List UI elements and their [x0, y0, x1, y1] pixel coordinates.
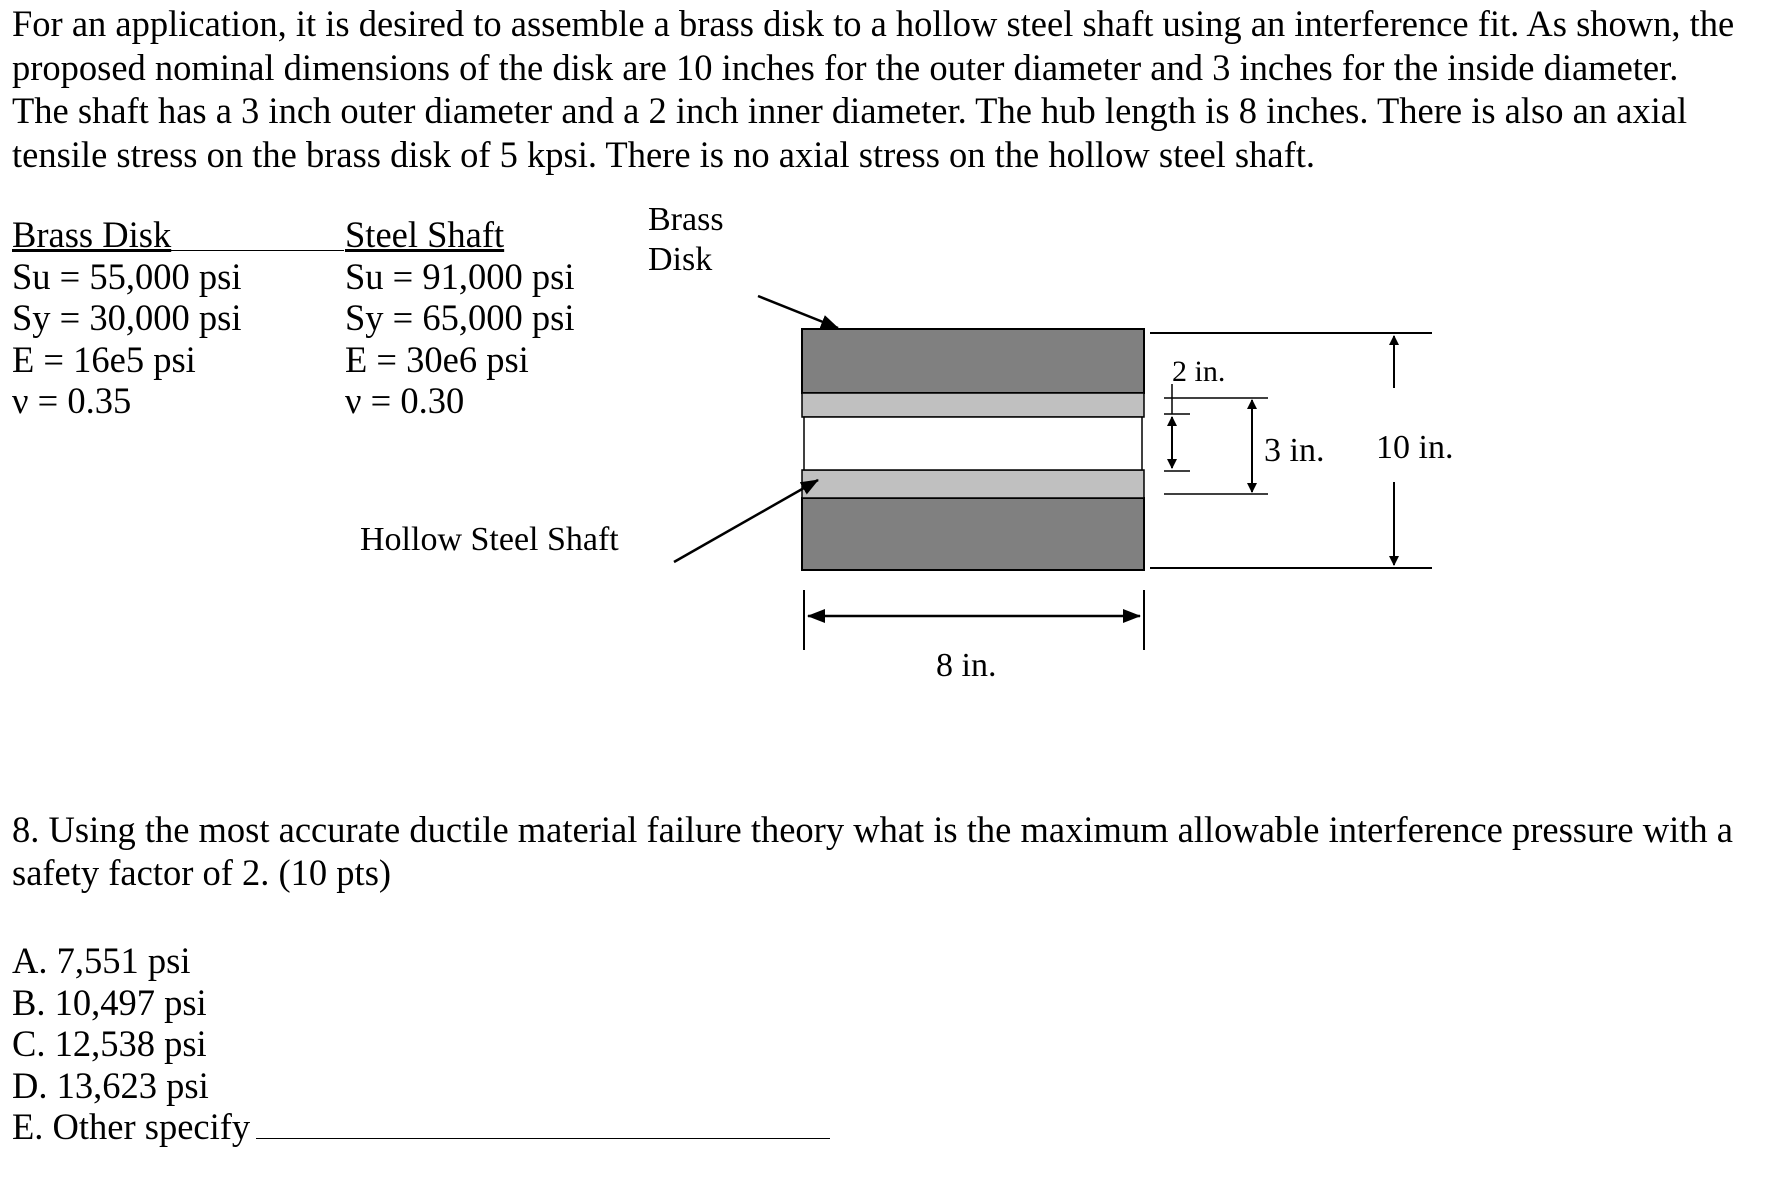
choice-e-label: E. Other specify [12, 1106, 251, 1147]
problem-line: proposed nominal dimensions of the disk are 10 inches for the outer diameter and 3 inches for the inside diameter. [12, 46, 1679, 88]
brass-leader-arrow [758, 296, 838, 328]
answer-choices [12, 940, 830, 1148]
brass-disk-lower [802, 498, 1144, 570]
dim-8in-label: 8 in. [936, 647, 997, 684]
brass-e: E = 16e5 psi [12, 338, 196, 380]
steel-e: E = 30e6 psi [345, 338, 529, 380]
brass-sy: Sy = 30,000 psi [12, 297, 242, 338]
brass-heading: Brass Disk [12, 214, 172, 255]
dim-2in-label: 2 in. [1172, 355, 1226, 388]
hollow-steel-shaft-label: Hollow Steel Shaft [360, 521, 619, 558]
shaft-leader-arrow [674, 480, 818, 562]
shaft-bore [804, 417, 1142, 470]
dim-10in-label: 10 in. [1376, 429, 1454, 466]
steel-shaft-lower-wall [802, 470, 1144, 498]
steel-nu: ν = 0.30 [345, 380, 465, 421]
problem-line: For an application, it is desired to assemble a brass disk to a hollow steel shaft using an interference fit. As shown, the [12, 3, 1735, 44]
choice-d: D. 13,623 psi [12, 1064, 209, 1106]
steel-heading: Steel Shaft [345, 214, 505, 255]
choice-e [12, 1106, 830, 1148]
steel-sy: Sy = 65,000 psi [345, 297, 575, 338]
choice-a: A. 7,551 psi [12, 940, 191, 981]
problem-line: tensile stress on the brass disk of 5 kpsi. There is no axial stress on the hollow steel shaft. [12, 133, 1315, 175]
question-line: safety factor of 2. (10 pts) [12, 852, 392, 893]
other-specify-blank[interactable] [256, 1108, 830, 1139]
brass-disk-upper [802, 329, 1144, 393]
steel-su: Su = 91,000 psi [345, 255, 575, 297]
steel-shaft-upper-wall [802, 393, 1144, 417]
question-text [12, 808, 1780, 894]
question-line: 8. Using the most accurate ductile material failure theory what is the maximum allowable interference pressure with a [12, 809, 1733, 850]
dim-3in-label: 3 in. [1264, 432, 1325, 469]
choice-c: C. 12,538 psi [12, 1023, 207, 1064]
brass-disk-label: Brass Disk [648, 201, 724, 278]
brass-su: Su = 55,000 psi [12, 255, 242, 297]
choice-b: B. 10,497 psi [12, 981, 207, 1023]
brass-nu: ν = 0.35 [12, 380, 132, 421]
problem-line: The shaft has a 3 inch outer diameter and a 2 inch inner diameter. The hub length is 8 inches. There is also an axial [12, 90, 1688, 131]
